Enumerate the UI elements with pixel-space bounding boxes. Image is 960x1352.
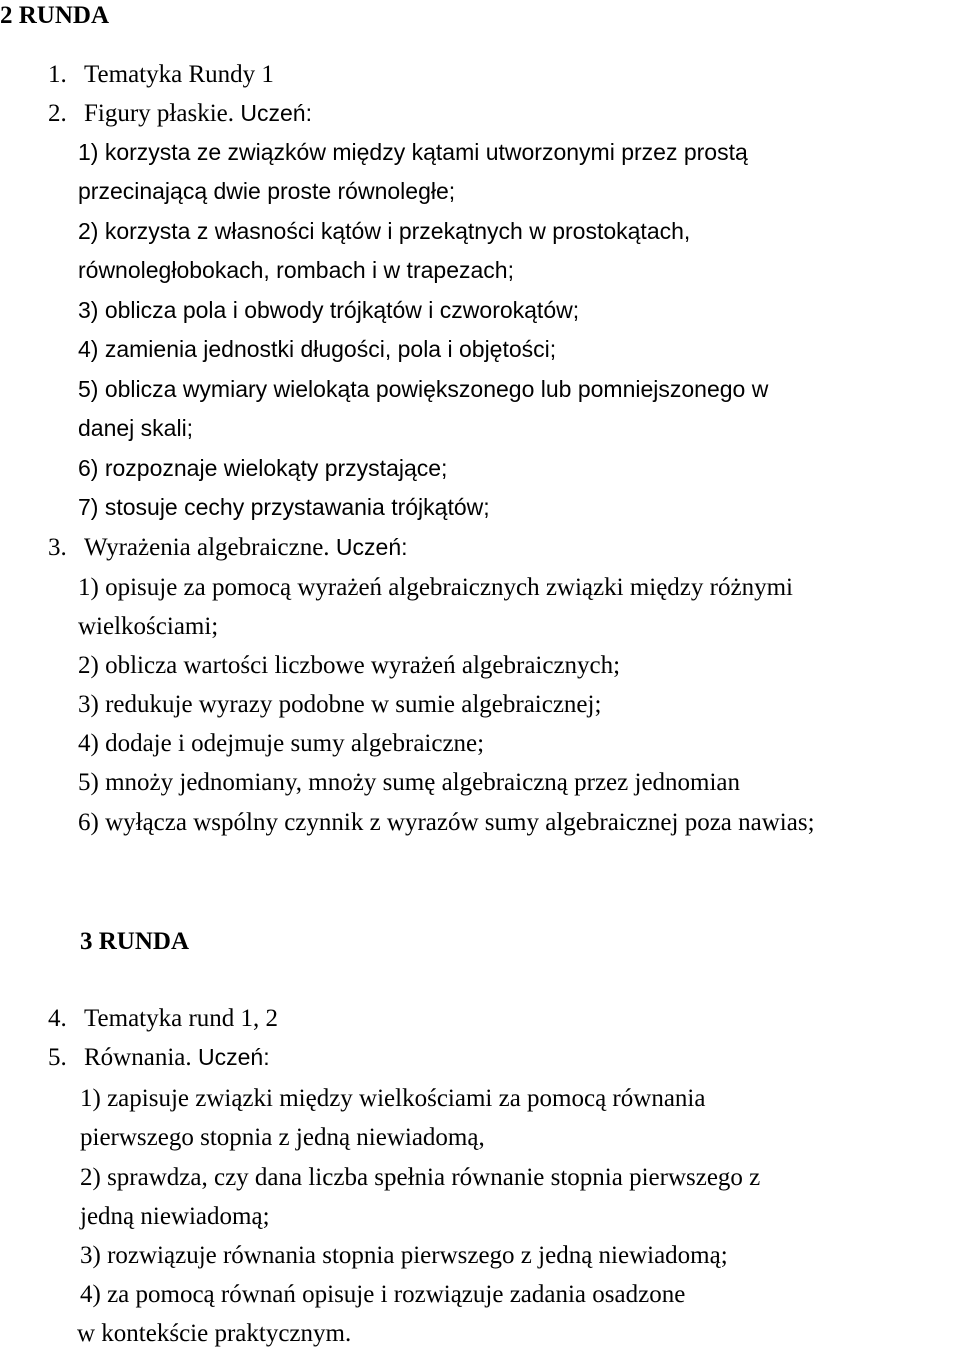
list-item — [48, 62, 274, 87]
requirement-line: 6) rozpoznaje wielokąty przystające; — [78, 455, 448, 481]
requirement-line: 4) zamienia jednostki długości, pola i objętości; — [78, 336, 557, 362]
requirement-line: 6) wyłącza wspólny czynnik z wyrazów sumy algebraicznej poza nawias; — [78, 809, 815, 836]
requirement-line: 1) zapisuje związki między wielkościami za pomocą równania — [80, 1085, 706, 1112]
requirement-line: w kontekście praktycznym. — [77, 1320, 352, 1347]
item-number: 4. — [48, 1005, 67, 1032]
requirement-line: przecinającą dwie proste równoległe; — [78, 178, 456, 204]
item-subtitle: Uczeń: — [234, 100, 312, 126]
item-number: 1. — [48, 61, 67, 88]
requirement-line: jedną niewiadomą; — [80, 1203, 270, 1230]
requirement-line: 2) oblicza wartości liczbowe wyrażeń algebraicznych; — [78, 652, 621, 679]
item-title: Figury płaskie. — [84, 100, 234, 127]
round-2-heading: 2 RUNDA — [0, 2, 110, 29]
requirement-line: 4) dodaje i odejmuje sumy algebraiczne; — [78, 730, 485, 757]
item-number: 3. — [48, 534, 67, 561]
requirement-line: 3) rozwiązuje równania stopnia pierwszego z jedną niewiadomą; — [80, 1242, 728, 1269]
requirement-line: 3) oblicza pola i obwody trójkątów i czworokątów; — [78, 297, 580, 323]
requirement-line: 7) stosuje cechy przystawania trójkątów; — [78, 494, 490, 520]
requirement-line: 3) redukuje wyrazy podobne w sumie algebraicznej; — [78, 691, 602, 718]
list-item — [48, 535, 408, 560]
requirement-line: 5) mnoży jednomiany, mnoży sumę algebraiczną przez jednomian — [78, 769, 741, 796]
item-title: Równania. — [84, 1044, 192, 1071]
requirement-line: 4) za pomocą równań opisuje i rozwiązuje zadania osadzone — [80, 1281, 686, 1308]
item-subtitle: Uczeń: — [329, 534, 408, 560]
list-item — [48, 1006, 278, 1031]
list-item — [48, 1045, 270, 1070]
item-text: Tematyka rund 1, 2 — [84, 1005, 279, 1032]
item-text: Tematyka Rundy 1 — [84, 61, 274, 88]
item-title: Wyrażenia algebraiczne. — [84, 534, 330, 561]
requirement-line: wielkościami; — [78, 613, 219, 640]
item-number: 2. — [48, 100, 67, 127]
item-number: 5. — [48, 1044, 67, 1071]
requirement-line: pierwszego stopnia z jedną niewiadomą, — [80, 1124, 485, 1151]
list-item — [48, 101, 312, 126]
requirement-line: danej skali; — [78, 415, 194, 441]
requirement-line: 2) korzysta z własności kątów i przekątnych w prostokątach, — [78, 218, 691, 244]
requirement-line: 2) sprawdza, czy dana liczba spełnia równanie stopnia pierwszego z — [80, 1164, 761, 1191]
requirement-line: 1) korzysta ze związków między kątami utworzonymi przez prostą — [78, 139, 748, 165]
requirement-line: 5) oblicza wymiary wielokąta powiększonego lub pomniejszonego w — [78, 376, 769, 402]
requirement-line: równoległobokach, rombach i w trapezach; — [78, 257, 514, 283]
item-subtitle: Uczeń: — [191, 1044, 270, 1070]
requirement-line: 1) opisuje za pomocą wyrażeń algebraicznych związki między różnymi — [78, 574, 793, 601]
round-3-heading: 3 RUNDA — [80, 928, 190, 955]
